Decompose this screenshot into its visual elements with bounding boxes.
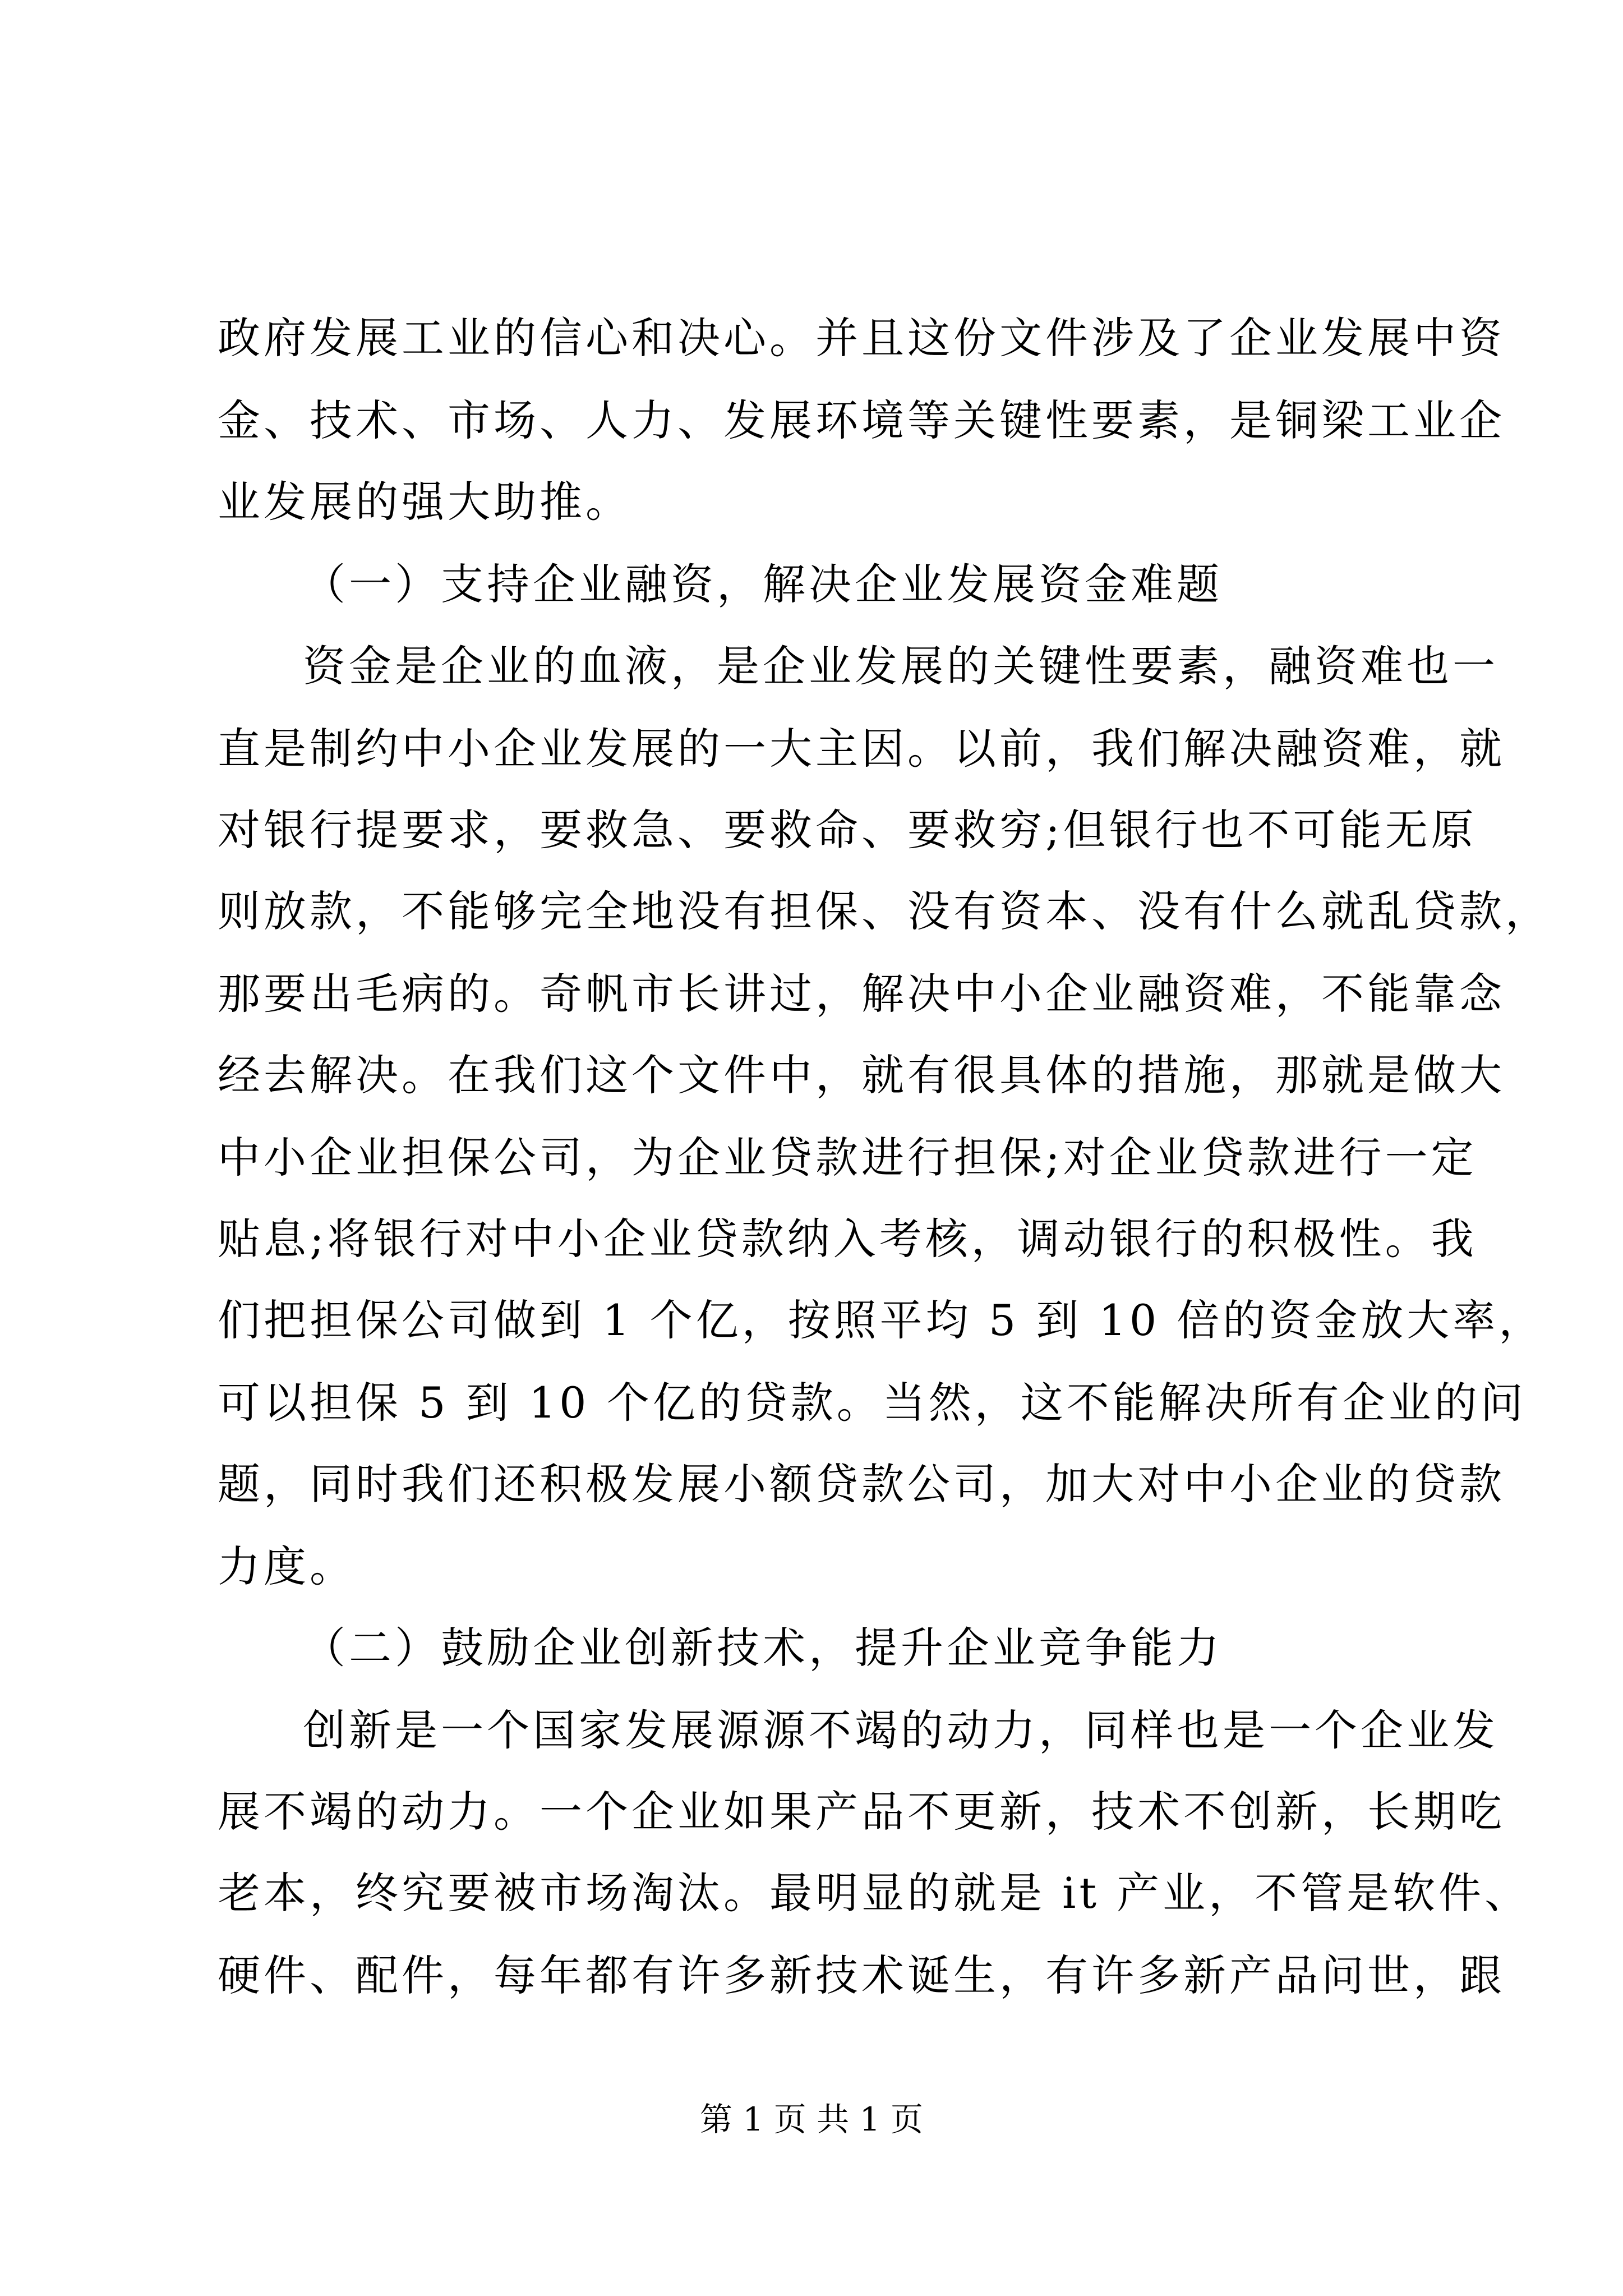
body-text-line: 业发展的强大助推。 <box>218 477 631 527</box>
body-text-line: 创新是一个国家发展源源不竭的动力，同样也是一个企业发 <box>303 1705 1498 1755</box>
body-text-line: 那要出毛病的。奇帆市长讲过，解决中小企业融资难，不能靠念 <box>218 969 1505 1019</box>
section-heading-2: （二）鼓励企业创新技术，提升企业竞争能力 <box>303 1623 1223 1673</box>
body-text-line: 政府发展工业的信心和决心。并且这份文件涉及了企业发展中资 <box>218 313 1505 363</box>
body-text-line: 则放款，不能够完全地没有担保、没有资本、没有什么就乱贷款， <box>218 886 1551 936</box>
body-text-line: 贴息;将银行对中小企业贷款纳入考核，调动银行的积极性。我 <box>218 1214 1477 1264</box>
section-heading-1: （一）支持企业融资，解决企业发展资金难题 <box>303 559 1223 609</box>
body-text-line: 硬件、配件，每年都有许多新技术诞生，有许多新产品问世，跟 <box>218 1950 1505 2000</box>
page-footer: 第 1 页 共 1 页 <box>700 2100 923 2138</box>
body-text-line: 力度。 <box>218 1542 356 1591</box>
body-text-line: 直是制约中小企业发展的一大主因。以前，我们解决融资难，就 <box>218 724 1505 774</box>
body-text-line: 对银行提要求，要救急、要救命、要救穷;但银行也不可能无原 <box>218 805 1477 855</box>
body-text-line: 经去解决。在我们这个文件中，就有很具体的措施，那就是做大 <box>218 1050 1505 1100</box>
body-text-line: 中小企业担保公司，为企业贷款进行担保;对企业贷款进行一定 <box>218 1133 1477 1182</box>
body-text-line: 资金是企业的血液，是企业发展的关键性要素，融资难也一 <box>303 641 1498 691</box>
body-text-line: 老本，终究要被市场淘汰。最明显的就是 it 产业，不管是软件、 <box>218 1868 1531 1918</box>
body-text-line: 展不竭的动力。一个企业如果产品不更新，技术不创新，长期吃 <box>218 1787 1505 1837</box>
body-text-line: 们把担保公司做到 1 个亿，按照平均 5 到 10 倍的资金放大率， <box>218 1295 1545 1345</box>
body-text-line: 题，同时我们还积极发展小额贷款公司，加大对中小企业的贷款 <box>218 1459 1505 1509</box>
body-text-line: 金、技术、市场、人力、发展环境等关键性要素，是铜梁工业企 <box>218 395 1505 445</box>
body-text-line: 可以担保 5 到 10 个亿的贷款。当然，这不能解决所有企业的问 <box>218 1378 1527 1428</box>
